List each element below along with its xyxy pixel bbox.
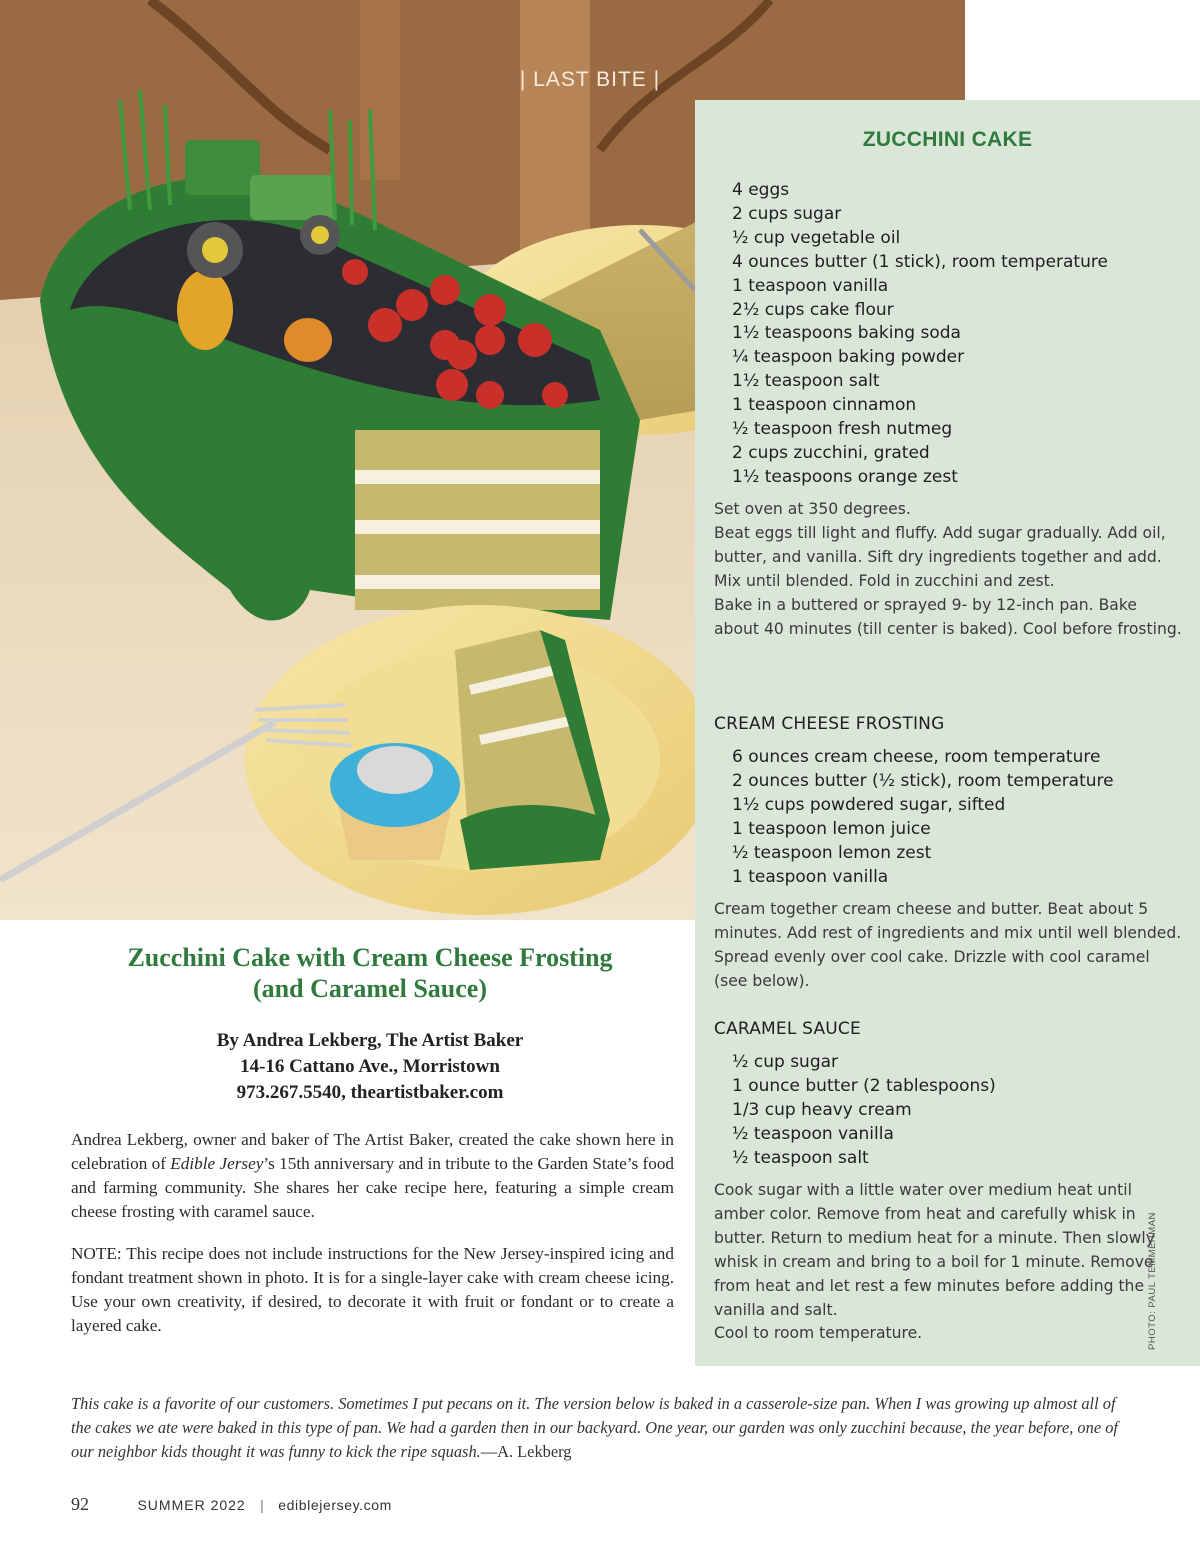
article-title-line: (and Caramel Sauce) — [253, 974, 487, 1003]
article-title-line: Zucchini Cake with Cream Cheese Frosting — [127, 943, 613, 972]
byline-address: 14-16 Cattano Ave., Morristown — [240, 1056, 500, 1077]
ingredient-item: ½ cup sugar — [732, 1052, 839, 1072]
magazine-name: Edible Jersey — [170, 1154, 264, 1173]
ingredient-item: ½ teaspoon vanilla — [732, 1123, 894, 1144]
frosting-ingredient-list — [732, 746, 1114, 889]
ingredient-item: 1½ cups powdered sugar, sifted — [732, 794, 1006, 815]
section-label: | LAST BITE | — [519, 68, 661, 91]
cake-instructions: Set oven at 350 degrees. Beat eggs till light and fluffy. Add sugar gradually. Add oil, butter, and vanilla. Sift dry ingredients together and add. Mix until blended. Fold in zucchini and zest. Bake in a buttered or sprayed 9- by 12-inch pan. Bake about 40 minutes (till center is baked). Cool before frosting. — [714, 500, 1182, 638]
ingredient-item: 1 teaspoon lemon juice — [732, 818, 931, 839]
ingredient-item: ½ teaspoon salt — [732, 1147, 869, 1168]
intro-text: ’s 15th anniversary and in tribute to the Garden State’s food and farming community. She shares her cake recipe here, featuring a simple cream cheese frosting with caramel sauce. — [71, 1154, 675, 1221]
ingredient-item: 2 cups sugar — [732, 203, 842, 224]
frosting-heading: CREAM CHEESE FROSTING — [714, 714, 945, 734]
ingredient-item: ½ teaspoon fresh nutmeg — [732, 419, 953, 440]
intro-paragraph — [71, 1128, 674, 1224]
cake-ingredient-list — [732, 179, 1108, 490]
ingredient-item: ½ teaspoon lemon zest — [732, 842, 932, 863]
recipe-title: ZUCCHINI CAKE — [862, 128, 1033, 151]
ingredient-item: 1½ teaspoon salt — [732, 371, 880, 392]
baker-quote — [71, 1392, 1131, 1464]
note-paragraph: NOTE: This recipe does not include instructions for the New Jersey-inspired icing and fondant treatment shown in photo. It is for a single-layer cake with cream cheese icing. Use your own creativity, if desired, to decorate it with fruit or fondant or to create a layered cake. — [71, 1244, 674, 1335]
ingredient-item: 1 teaspoon cinnamon — [732, 395, 917, 416]
footer-separator: | — [260, 1497, 264, 1513]
website-link[interactable]: ediblejersey.com — [278, 1497, 392, 1513]
ingredient-item: 1½ teaspoons orange zest — [732, 466, 958, 487]
issue-label: SUMMER 2022 — [137, 1497, 246, 1513]
frosting-instructions: Cream together cream cheese and butter. Beat about 5 minutes. Add rest of ingredients and mix until well blended. Spread evenly over cool cake. Drizzle with cool caramel (see below). — [714, 900, 1182, 990]
ingredient-item: 1 teaspoon vanilla — [732, 275, 889, 296]
ingredient-item: 1 teaspoon vanilla — [732, 866, 889, 887]
ingredient-item: ½ cup vegetable oil — [732, 227, 901, 248]
byline-author: By Andrea Lekberg, The Artist Baker — [216, 1030, 524, 1051]
ingredient-item: ¼ teaspoon baking powder — [732, 347, 965, 368]
quote-text: This cake is a favorite of our customers. Sometimes I put pecans on it. The version below is baked in a casserole-size pan. When I was growing up almost all of the cakes we ate were baked in this type of pan. We had a garden then in our backyard. One year, our garden was only zucchini because, the year before, one of our neighbor kids thought it was funny to kick the ripe squash. — [71, 1394, 1118, 1461]
photo-credit: PHOTO: PAUL TEMMERMAN — [1147, 1212, 1158, 1350]
ingredient-item: 2½ cups cake flour — [732, 299, 894, 320]
ingredient-item: 4 eggs — [732, 180, 790, 200]
ingredient-item: 2 ounces butter (½ stick), room temperature — [732, 770, 1114, 791]
ingredient-item: 1½ teaspoons baking soda — [732, 323, 961, 344]
byline — [60, 1028, 680, 1106]
article-title — [60, 942, 680, 1004]
caramel-heading: CARAMEL SAUCE — [714, 1019, 861, 1039]
byline-contact: 973.267.5540, theartistbaker.com — [236, 1082, 504, 1103]
ingredient-item: 4 ounces butter (1 stick), room temperature — [732, 251, 1108, 272]
page-footer — [71, 1494, 392, 1516]
ingredient-item: 2 cups zucchini, grated — [732, 442, 930, 463]
ingredient-item: 1/3 cup heavy cream — [732, 1099, 912, 1120]
caramel-ingredient-list — [732, 1051, 996, 1171]
intro-text: Andrea Lekberg, owner and baker of The Artist Baker, created the cake shown here in celebration of — [71, 1130, 674, 1173]
ingredient-item: 1 ounce butter (2 tablespoons) — [732, 1075, 996, 1096]
ingredient-item: 6 ounces cream cheese, room temperature — [732, 747, 1101, 767]
recipe-panel — [695, 100, 1200, 1366]
caramel-instructions: Cook sugar with a little water over medium heat until amber color. Remove from heat and carefully whisk in butter. Return to medium heat for a minute. Then slowly whisk in cream and bring to a boil for 1 minute. Remove from heat and let rest a few minutes before adding the vanilla and salt. Cool to room temperature. — [714, 1181, 1155, 1343]
quote-attribution: —A. Lekberg — [480, 1442, 572, 1461]
page-number: 92 — [71, 1494, 89, 1514]
